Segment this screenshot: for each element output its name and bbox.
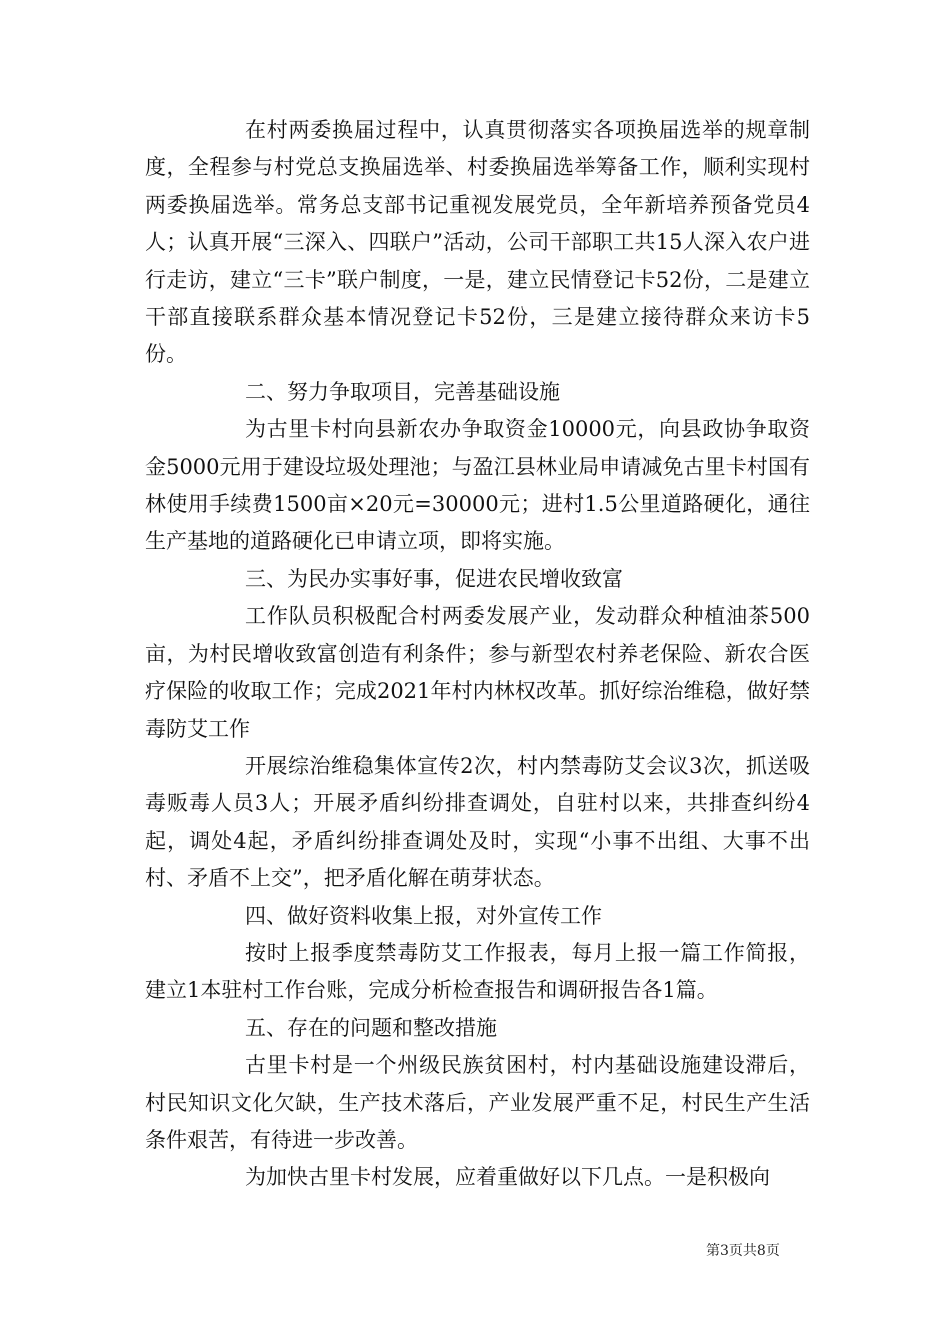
paragraph-measures: 为加快古里卡村发展，应着重做好以下几点。一是积极向 [245,1165,770,1190]
paragraph-stability: 开展综治维稳集体宣传2次，村内禁毒防艾会议3次，抓送吸毒贩毒人员3人；开展矛盾纠纷排查调处，自驻村以来，共排查纠纷4起，调处4起，矛盾纠纷排查调处及时，实现“小事不出组、大事不出村、矛盾不上交”，把矛盾化解在萌芽状态。 [145,753,810,891]
page-number-footer: 第3页共8页 [706,1243,780,1259]
paragraph-projects: 为古里卡村向县新农办争取资金10000元，向县政协争取资金5000元用于建设垃圾处理池；与盈江县林业局申请减免古里卡村国有林使用手续费1500亩×20元=30000元；进村1.5公里道路硬化，通往生产基地的道路硬化已申请立项，即将实施。 [145,417,810,554]
paragraph-election: 在村两委换届过程中，认真贯彻落实各项换届选举的规章制度，全程参与村党总支换届选举、村委换届选举筹备工作，顺利实现村两委换届选举。常务总支部书记重视发展党员，全年新培养预备党员4人；认真开展“三深入、四联户”活动，公司干部职工共15人深入农户进行走访，建立“三卡”联户制度，一是，建立民情登记卡52份，二是建立干部直接联系群众基本情况登记卡52份，三是建立接待群众来访卡5份。 [145,118,810,367]
heading-practical-matters: 三、为民办实事好事，促进农民增收致富 [245,566,623,591]
paragraph-problems: 古里卡村是一个州级民族贫困村，村内基础设施建设滞后，村民知识文化欠缺，生产技术落后，产业发展严重不足，村民生产生活条件艰苦，有待进一步改善。 [145,1053,810,1152]
paragraph-practical-matters: 工作队员积极配合村两委发展产业，发动群众种植油茶500亩，为村民增收致富创造有利条件；参与新型农村养老保险、新农合医疗保险的收取工作；完成2021年村内林权改革。抓好综治维稳，做好禁毒防艾工作 [145,604,810,741]
heading-problems: 五、存在的问题和整改措施 [245,1015,497,1040]
document-body [145,112,810,1197]
heading-reporting: 四、做好资料收集上报，对外宣传工作 [245,903,602,928]
paragraph-reporting: 按时上报季度禁毒防艾工作报表，每月上报一篇工作简报，建立1本驻村工作台账，完成分析检查报告和调研报告各1篇。 [145,940,810,1003]
heading-projects: 二、努力争取项目，完善基础设施 [245,379,560,404]
